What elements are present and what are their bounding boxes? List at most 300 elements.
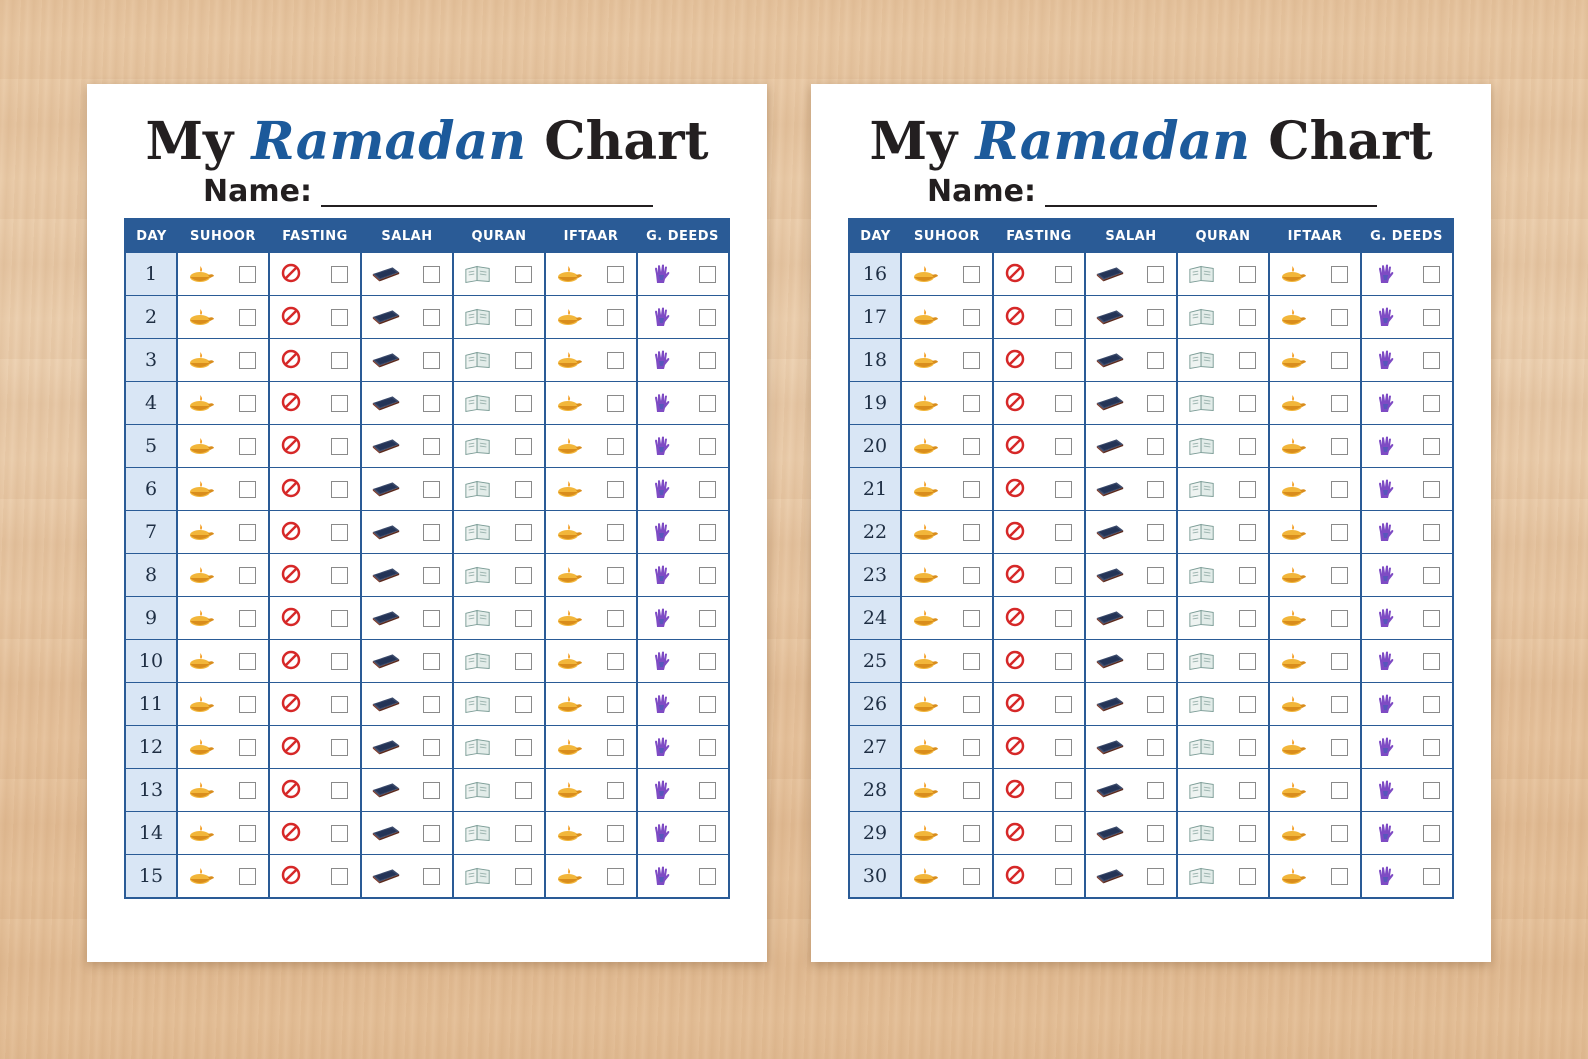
iftaar-checkbox[interactable] — [1331, 782, 1348, 799]
iftaar-checkbox[interactable] — [607, 653, 624, 670]
iftaar-checkbox[interactable] — [1331, 610, 1348, 627]
no-sign-icon — [1004, 822, 1032, 844]
day-number: 28 — [849, 769, 901, 812]
suhoor-checkbox[interactable] — [963, 309, 980, 326]
prayer-mat-icon — [1096, 865, 1124, 887]
iftaar-cell — [545, 425, 637, 468]
iftaar-cell — [1269, 769, 1361, 812]
iftaar-cell — [1269, 296, 1361, 339]
open-book-icon — [1188, 349, 1216, 371]
iftaar-checkbox[interactable] — [1331, 309, 1348, 326]
suhoor-cell — [901, 425, 993, 468]
gdeeds-checkbox[interactable] — [699, 438, 716, 455]
salah-cell — [1085, 425, 1177, 468]
hand-icon — [1372, 521, 1400, 543]
quran-checkbox[interactable] — [515, 481, 532, 498]
suhoor-checkbox[interactable] — [963, 868, 980, 885]
gdeeds-checkbox[interactable] — [699, 696, 716, 713]
iftaar-checkbox[interactable] — [607, 438, 624, 455]
iftaar-cell — [1269, 382, 1361, 425]
oil-lamp-icon — [912, 435, 940, 457]
suhoor-checkbox[interactable] — [239, 868, 256, 885]
suhoor-checkbox[interactable] — [239, 739, 256, 756]
quran-checkbox[interactable] — [515, 696, 532, 713]
suhoor-checkbox[interactable] — [239, 395, 256, 412]
table-row — [125, 253, 729, 296]
fasting-checkbox[interactable] — [1055, 438, 1072, 455]
fasting-checkbox[interactable] — [331, 352, 348, 369]
fasting-checkbox[interactable] — [331, 567, 348, 584]
suhoor-checkbox[interactable] — [239, 825, 256, 842]
oil-lamp-icon — [912, 306, 940, 328]
no-sign-icon — [1004, 435, 1032, 457]
oil-lamp-icon — [1280, 263, 1308, 285]
fasting-checkbox[interactable] — [331, 696, 348, 713]
suhoor-checkbox[interactable] — [963, 696, 980, 713]
fasting-checkbox[interactable] — [331, 739, 348, 756]
ramadan-tracker-table — [848, 218, 1454, 899]
fasting-cell — [993, 726, 1085, 769]
suhoor-checkbox[interactable] — [963, 395, 980, 412]
column-header-salah: SALAH — [1085, 219, 1177, 253]
fasting-cell — [269, 253, 361, 296]
quran-checkbox[interactable] — [515, 610, 532, 627]
quran-checkbox[interactable] — [515, 266, 532, 283]
table-row — [125, 511, 729, 554]
fasting-checkbox[interactable] — [331, 868, 348, 885]
suhoor-checkbox[interactable] — [239, 352, 256, 369]
gdeeds-cell — [637, 597, 729, 640]
quran-checkbox[interactable] — [515, 567, 532, 584]
iftaar-checkbox[interactable] — [1331, 739, 1348, 756]
iftaar-checkbox[interactable] — [607, 481, 624, 498]
quran-checkbox[interactable] — [515, 309, 532, 326]
suhoor-checkbox[interactable] — [239, 567, 256, 584]
gdeeds-checkbox[interactable] — [1423, 395, 1440, 412]
prayer-mat-icon — [1096, 349, 1124, 371]
no-sign-icon — [280, 564, 308, 586]
table-row — [125, 382, 729, 425]
salah-cell — [1085, 683, 1177, 726]
quran-checkbox[interactable] — [515, 782, 532, 799]
gdeeds-checkbox[interactable] — [699, 567, 716, 584]
salah-cell — [361, 382, 453, 425]
gdeeds-cell — [637, 382, 729, 425]
iftaar-cell — [545, 726, 637, 769]
fasting-cell — [269, 812, 361, 855]
gdeeds-checkbox[interactable] — [699, 825, 716, 842]
quran-cell — [1177, 597, 1269, 640]
gdeeds-cell — [1361, 554, 1453, 597]
fasting-checkbox[interactable] — [331, 438, 348, 455]
fasting-checkbox[interactable] — [1055, 825, 1072, 842]
open-book-icon — [464, 650, 492, 672]
oil-lamp-icon — [1280, 478, 1308, 500]
gdeeds-checkbox[interactable] — [699, 610, 716, 627]
hand-icon — [648, 435, 676, 457]
iftaar-checkbox[interactable] — [607, 395, 624, 412]
title-highlight: Ramadan — [251, 111, 527, 172]
quran-checkbox[interactable] — [1239, 610, 1256, 627]
suhoor-checkbox[interactable] — [963, 825, 980, 842]
salah-cell — [1085, 554, 1177, 597]
iftaar-checkbox[interactable] — [607, 352, 624, 369]
salah-checkbox[interactable] — [423, 352, 440, 369]
gdeeds-checkbox[interactable] — [1423, 266, 1440, 283]
oil-lamp-icon — [1280, 822, 1308, 844]
salah-cell — [1085, 382, 1177, 425]
suhoor-cell — [177, 640, 269, 683]
salah-checkbox[interactable] — [423, 653, 440, 670]
quran-checkbox[interactable] — [1239, 782, 1256, 799]
fasting-checkbox[interactable] — [1055, 395, 1072, 412]
suhoor-checkbox[interactable] — [239, 696, 256, 713]
suhoor-checkbox[interactable] — [963, 481, 980, 498]
fasting-checkbox[interactable] — [331, 481, 348, 498]
suhoor-cell — [901, 511, 993, 554]
no-sign-icon — [280, 306, 308, 328]
hand-icon — [1372, 306, 1400, 328]
prayer-mat-icon — [372, 349, 400, 371]
hand-icon — [1372, 392, 1400, 414]
suhoor-checkbox[interactable] — [239, 610, 256, 627]
iftaar-checkbox[interactable] — [607, 309, 624, 326]
salah-checkbox[interactable] — [423, 524, 440, 541]
gdeeds-checkbox[interactable] — [1423, 696, 1440, 713]
quran-checkbox[interactable] — [1239, 352, 1256, 369]
quran-cell — [1177, 554, 1269, 597]
quran-checkbox[interactable] — [1239, 481, 1256, 498]
suhoor-cell — [901, 468, 993, 511]
fasting-cell — [269, 425, 361, 468]
iftaar-checkbox[interactable] — [607, 524, 624, 541]
iftaar-cell — [1269, 812, 1361, 855]
gdeeds-checkbox[interactable] — [699, 653, 716, 670]
gdeeds-checkbox[interactable] — [1423, 739, 1440, 756]
salah-checkbox[interactable] — [1147, 739, 1164, 756]
iftaar-checkbox[interactable] — [607, 825, 624, 842]
name-field[interactable] — [927, 174, 1377, 210]
iftaar-checkbox[interactable] — [1331, 567, 1348, 584]
fasting-checkbox[interactable] — [1055, 567, 1072, 584]
gdeeds-checkbox[interactable] — [1423, 825, 1440, 842]
iftaar-checkbox[interactable] — [1331, 481, 1348, 498]
quran-cell — [1177, 511, 1269, 554]
iftaar-checkbox[interactable] — [1331, 395, 1348, 412]
oil-lamp-icon — [556, 263, 584, 285]
salah-checkbox[interactable] — [1147, 481, 1164, 498]
quran-checkbox[interactable] — [515, 868, 532, 885]
salah-checkbox[interactable] — [423, 696, 440, 713]
suhoor-checkbox[interactable] — [963, 524, 980, 541]
day-number: 29 — [849, 812, 901, 855]
quran-cell — [1177, 726, 1269, 769]
quran-checkbox[interactable] — [1239, 438, 1256, 455]
gdeeds-checkbox[interactable] — [1423, 653, 1440, 670]
suhoor-checkbox[interactable] — [239, 653, 256, 670]
gdeeds-checkbox[interactable] — [1423, 782, 1440, 799]
suhoor-checkbox[interactable] — [239, 524, 256, 541]
gdeeds-checkbox[interactable] — [699, 395, 716, 412]
hand-icon — [1372, 349, 1400, 371]
iftaar-checkbox[interactable] — [1331, 524, 1348, 541]
name-label: Name: — [203, 174, 312, 209]
oil-lamp-icon — [912, 521, 940, 543]
salah-checkbox[interactable] — [1147, 309, 1164, 326]
iftaar-cell — [1269, 253, 1361, 296]
gdeeds-checkbox[interactable] — [699, 782, 716, 799]
prayer-mat-icon — [372, 607, 400, 629]
iftaar-checkbox[interactable] — [1331, 352, 1348, 369]
quran-checkbox[interactable] — [515, 524, 532, 541]
salah-cell — [1085, 640, 1177, 683]
column-header-day: DAY — [125, 219, 177, 253]
gdeeds-checkbox[interactable] — [1423, 481, 1440, 498]
fasting-checkbox[interactable] — [331, 524, 348, 541]
salah-checkbox[interactable] — [423, 610, 440, 627]
prayer-mat-icon — [1096, 564, 1124, 586]
fasting-cell — [993, 812, 1085, 855]
prayer-mat-icon — [1096, 779, 1124, 801]
iftaar-checkbox[interactable] — [607, 868, 624, 885]
salah-checkbox[interactable] — [1147, 352, 1164, 369]
suhoor-checkbox[interactable] — [239, 266, 256, 283]
fasting-checkbox[interactable] — [331, 610, 348, 627]
suhoor-checkbox[interactable] — [963, 352, 980, 369]
fasting-checkbox[interactable] — [1055, 524, 1072, 541]
salah-checkbox[interactable] — [1147, 782, 1164, 799]
quran-checkbox[interactable] — [515, 653, 532, 670]
suhoor-checkbox[interactable] — [239, 438, 256, 455]
suhoor-cell — [177, 726, 269, 769]
oil-lamp-icon — [188, 693, 216, 715]
suhoor-checkbox[interactable] — [963, 567, 980, 584]
oil-lamp-icon — [188, 392, 216, 414]
oil-lamp-icon — [188, 349, 216, 371]
no-sign-icon — [1004, 865, 1032, 887]
column-header-fasting: FASTING — [993, 219, 1085, 253]
no-sign-icon — [280, 865, 308, 887]
column-header-salah: SALAH — [361, 219, 453, 253]
salah-checkbox[interactable] — [423, 567, 440, 584]
table-row — [849, 253, 1453, 296]
table-row — [849, 855, 1453, 899]
fasting-checkbox[interactable] — [1055, 352, 1072, 369]
fasting-checkbox[interactable] — [1055, 782, 1072, 799]
salah-checkbox[interactable] — [1147, 868, 1164, 885]
gdeeds-cell — [637, 855, 729, 899]
fasting-checkbox[interactable] — [331, 825, 348, 842]
salah-checkbox[interactable] — [1147, 653, 1164, 670]
gdeeds-checkbox[interactable] — [1423, 438, 1440, 455]
suhoor-checkbox[interactable] — [963, 653, 980, 670]
gdeeds-checkbox[interactable] — [699, 868, 716, 885]
iftaar-checkbox[interactable] — [607, 739, 624, 756]
gdeeds-checkbox[interactable] — [699, 481, 716, 498]
salah-cell — [361, 425, 453, 468]
quran-cell — [453, 726, 545, 769]
no-sign-icon — [280, 392, 308, 414]
salah-cell — [1085, 253, 1177, 296]
column-header-day: DAY — [849, 219, 901, 253]
quran-checkbox[interactable] — [515, 739, 532, 756]
fasting-checkbox[interactable] — [331, 266, 348, 283]
salah-checkbox[interactable] — [1147, 524, 1164, 541]
salah-checkbox[interactable] — [1147, 266, 1164, 283]
oil-lamp-icon — [556, 564, 584, 586]
suhoor-checkbox[interactable] — [963, 739, 980, 756]
gdeeds-checkbox[interactable] — [699, 524, 716, 541]
quran-checkbox[interactable] — [1239, 696, 1256, 713]
quran-checkbox[interactable] — [515, 825, 532, 842]
oil-lamp-icon — [1280, 392, 1308, 414]
column-header-gdeeds: G. DEEDS — [637, 219, 729, 253]
quran-checkbox[interactable] — [1239, 825, 1256, 842]
quran-checkbox[interactable] — [1239, 653, 1256, 670]
iftaar-checkbox[interactable] — [607, 782, 624, 799]
gdeeds-checkbox[interactable] — [1423, 524, 1440, 541]
open-book-icon — [464, 521, 492, 543]
prayer-mat-icon — [372, 392, 400, 414]
iftaar-checkbox[interactable] — [1331, 438, 1348, 455]
suhoor-checkbox[interactable] — [239, 481, 256, 498]
salah-checkbox[interactable] — [423, 266, 440, 283]
iftaar-checkbox[interactable] — [607, 567, 624, 584]
suhoor-checkbox[interactable] — [963, 782, 980, 799]
oil-lamp-icon — [912, 865, 940, 887]
gdeeds-cell — [637, 468, 729, 511]
fasting-checkbox[interactable] — [1055, 266, 1072, 283]
gdeeds-checkbox[interactable] — [699, 309, 716, 326]
gdeeds-cell — [1361, 468, 1453, 511]
salah-checkbox[interactable] — [1147, 696, 1164, 713]
salah-checkbox[interactable] — [1147, 825, 1164, 842]
quran-checkbox[interactable] — [1239, 567, 1256, 584]
name-field[interactable] — [203, 174, 653, 210]
gdeeds-checkbox[interactable] — [1423, 309, 1440, 326]
gdeeds-checkbox[interactable] — [1423, 567, 1440, 584]
fasting-checkbox[interactable] — [1055, 868, 1072, 885]
fasting-checkbox[interactable] — [1055, 610, 1072, 627]
suhoor-checkbox[interactable] — [963, 266, 980, 283]
iftaar-checkbox[interactable] — [607, 696, 624, 713]
quran-checkbox[interactable] — [1239, 395, 1256, 412]
fasting-checkbox[interactable] — [1055, 739, 1072, 756]
oil-lamp-icon — [1280, 435, 1308, 457]
gdeeds-checkbox[interactable] — [1423, 868, 1440, 885]
salah-checkbox[interactable] — [423, 438, 440, 455]
fasting-checkbox[interactable] — [1055, 309, 1072, 326]
quran-cell — [453, 554, 545, 597]
quran-checkbox[interactable] — [1239, 868, 1256, 885]
quran-checkbox[interactable] — [515, 395, 532, 412]
salah-checkbox[interactable] — [423, 825, 440, 842]
iftaar-cell — [545, 382, 637, 425]
quran-cell — [1177, 468, 1269, 511]
salah-checkbox[interactable] — [1147, 567, 1164, 584]
gdeeds-checkbox[interactable] — [699, 739, 716, 756]
suhoor-checkbox[interactable] — [239, 309, 256, 326]
suhoor-checkbox[interactable] — [963, 610, 980, 627]
suhoor-cell — [901, 339, 993, 382]
day-number: 26 — [849, 683, 901, 726]
fasting-checkbox[interactable] — [331, 653, 348, 670]
gdeeds-checkbox[interactable] — [1423, 610, 1440, 627]
iftaar-cell — [545, 597, 637, 640]
gdeeds-checkbox[interactable] — [699, 352, 716, 369]
day-number: 19 — [849, 382, 901, 425]
quran-checkbox[interactable] — [1239, 739, 1256, 756]
iftaar-checkbox[interactable] — [1331, 696, 1348, 713]
iftaar-cell — [545, 855, 637, 899]
salah-checkbox[interactable] — [423, 481, 440, 498]
iftaar-checkbox[interactable] — [1331, 868, 1348, 885]
salah-checkbox[interactable] — [1147, 438, 1164, 455]
iftaar-cell — [1269, 468, 1361, 511]
quran-checkbox[interactable] — [515, 352, 532, 369]
suhoor-checkbox[interactable] — [963, 438, 980, 455]
iftaar-cell — [545, 253, 637, 296]
quran-checkbox[interactable] — [1239, 309, 1256, 326]
gdeeds-checkbox[interactable] — [1423, 352, 1440, 369]
name-blank-line[interactable] — [1045, 205, 1377, 207]
gdeeds-checkbox[interactable] — [699, 266, 716, 283]
no-sign-icon — [280, 693, 308, 715]
salah-checkbox[interactable] — [1147, 395, 1164, 412]
suhoor-checkbox[interactable] — [239, 782, 256, 799]
fasting-checkbox[interactable] — [1055, 481, 1072, 498]
fasting-checkbox[interactable] — [331, 309, 348, 326]
salah-checkbox[interactable] — [423, 309, 440, 326]
fasting-checkbox[interactable] — [1055, 696, 1072, 713]
quran-checkbox[interactable] — [1239, 524, 1256, 541]
name-blank-line[interactable] — [321, 205, 653, 207]
hand-icon — [1372, 607, 1400, 629]
suhoor-cell — [901, 683, 993, 726]
day-number: 12 — [125, 726, 177, 769]
fasting-checkbox[interactable] — [331, 395, 348, 412]
salah-checkbox[interactable] — [423, 739, 440, 756]
oil-lamp-icon — [1280, 349, 1308, 371]
fasting-checkbox[interactable] — [1055, 653, 1072, 670]
salah-checkbox[interactable] — [1147, 610, 1164, 627]
quran-checkbox[interactable] — [515, 438, 532, 455]
iftaar-checkbox[interactable] — [607, 266, 624, 283]
table-row — [849, 425, 1453, 468]
iftaar-checkbox[interactable] — [1331, 825, 1348, 842]
iftaar-checkbox[interactable] — [607, 610, 624, 627]
quran-checkbox[interactable] — [1239, 266, 1256, 283]
salah-cell — [361, 855, 453, 899]
day-number: 18 — [849, 339, 901, 382]
no-sign-icon — [1004, 392, 1032, 414]
fasting-cell — [269, 296, 361, 339]
gdeeds-cell — [637, 296, 729, 339]
iftaar-checkbox[interactable] — [1331, 653, 1348, 670]
name-label: Name: — [927, 174, 1036, 209]
quran-cell — [453, 425, 545, 468]
gdeeds-cell — [637, 425, 729, 468]
oil-lamp-icon — [1280, 736, 1308, 758]
salah-checkbox[interactable] — [423, 782, 440, 799]
column-header-iftaar: IFTAAR — [1269, 219, 1361, 253]
iftaar-checkbox[interactable] — [1331, 266, 1348, 283]
salah-checkbox[interactable] — [423, 868, 440, 885]
salah-checkbox[interactable] — [423, 395, 440, 412]
fasting-checkbox[interactable] — [331, 782, 348, 799]
table-row — [125, 683, 729, 726]
quran-cell — [1177, 769, 1269, 812]
